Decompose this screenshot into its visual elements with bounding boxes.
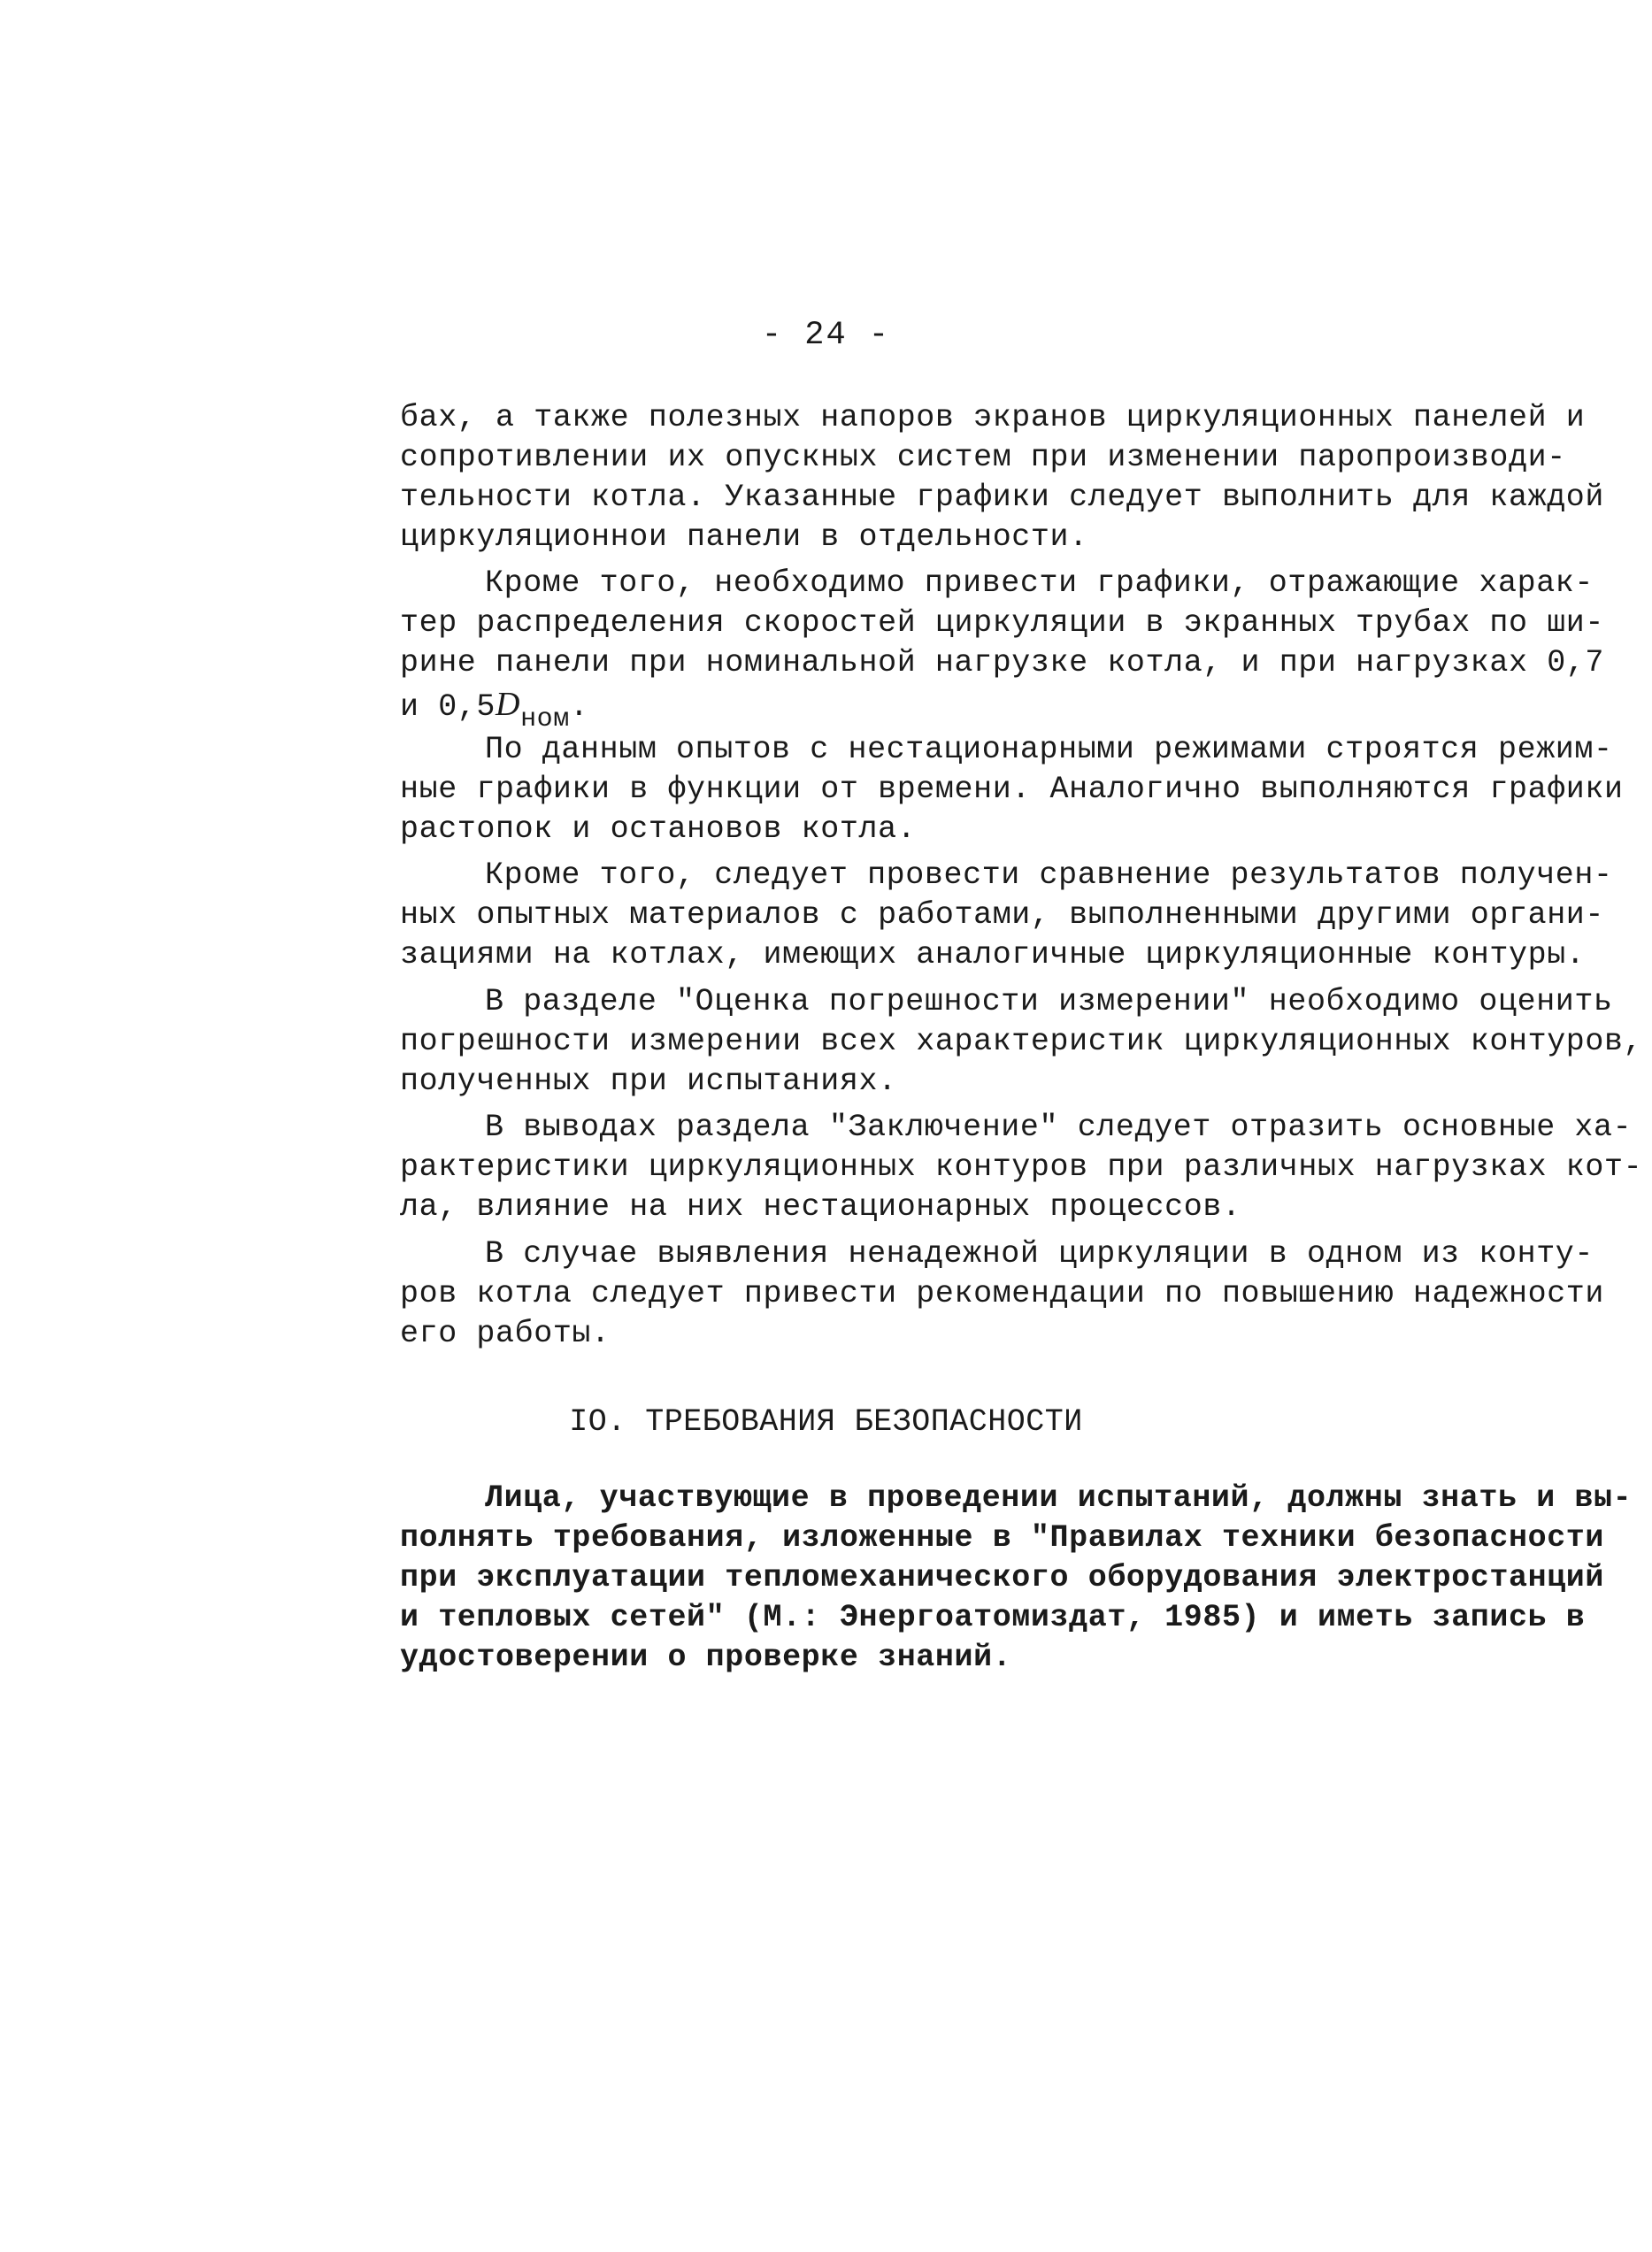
text-line: и тепловых сетей" (М.: Энергоатомиздат, 1985) и иметь запись в [400, 1600, 1586, 1635]
text-line: удостоверении о проверке знаний. [400, 1640, 1012, 1675]
text-line: погрешности измерении всех характеристик циркуляционных контуров, [400, 1024, 1643, 1059]
text-line: тер распределения скоростей циркуляции в экранных трубах по ши- [400, 605, 1605, 641]
text-line: растопок и остановов котла. [400, 811, 917, 847]
formula-line [400, 688, 589, 733]
text-line: рине панели при номинальной нагрузке котла, и при нагрузках 0,7 [400, 645, 1605, 680]
text-line: Кроме того, следует провести сравнение результатов получен- [485, 857, 1613, 893]
text-line: ных опытных материалов с работами, выполненными другими органи- [400, 897, 1605, 933]
text-line: В случае выявления ненадежной циркуляции в одном из конту- [485, 1236, 1594, 1272]
text-line: ров котла следует привести рекомендации по повышению надежности [400, 1276, 1605, 1311]
text-line: бах, а также полезных напоров экранов циркуляционных панелей и [400, 400, 1586, 435]
text-line: тельности котла. Указанные графики следует выполнить для каждой [400, 480, 1605, 515]
text-line: циркуляционнои панели в отдельности. [400, 519, 1088, 555]
text-line: В разделе "Оценка погрешности измерении" необходимо оценить [485, 984, 1613, 1019]
text-line: рактеристики циркуляционных контуров при различных нагрузках кот- [400, 1149, 1643, 1185]
section-heading: IO. ТРЕБОВАНИЯ БЕЗОПАСНОСТИ [569, 1404, 1083, 1440]
text-line: при эксплуатации тепломеханического оборудования электростанций [400, 1560, 1605, 1595]
text-line: По данным опытов с нестационарными режимами строятся режим- [485, 732, 1613, 767]
text-line: его работы. [400, 1316, 611, 1351]
text-line: полученных при испытаниях. [400, 1064, 897, 1099]
formula-prefix: и 0,5 [400, 689, 496, 725]
text-line: Кроме того, необходимо привести графики, отражающие харак- [485, 565, 1594, 601]
text-line: В выводах раздела "Заключение" следует отразить основные ха- [485, 1110, 1633, 1145]
formula-symbol: D [496, 686, 521, 723]
formula-suffix: . [569, 689, 589, 725]
text-line: сопротивлении их опускных систем при изменении паропроизводи- [400, 440, 1566, 475]
text-line: зациями на котлах, имеющих аналогичные циркуляционные контуры. [400, 937, 1586, 972]
formula-subscript: ном [520, 704, 570, 734]
page-number: - 24 - [761, 317, 891, 354]
text-line: ла, влияние на них нестационарных процессов. [400, 1189, 1241, 1225]
text-line: полнять требования, изложенные в "Правилах техники безопасности [400, 1520, 1605, 1556]
text-line: ные графики в функции от времени. Аналогично выполняются графики [400, 772, 1624, 807]
text-line: Лица, участвующие в проведении испытаний, должны знать и вы- [485, 1480, 1633, 1516]
